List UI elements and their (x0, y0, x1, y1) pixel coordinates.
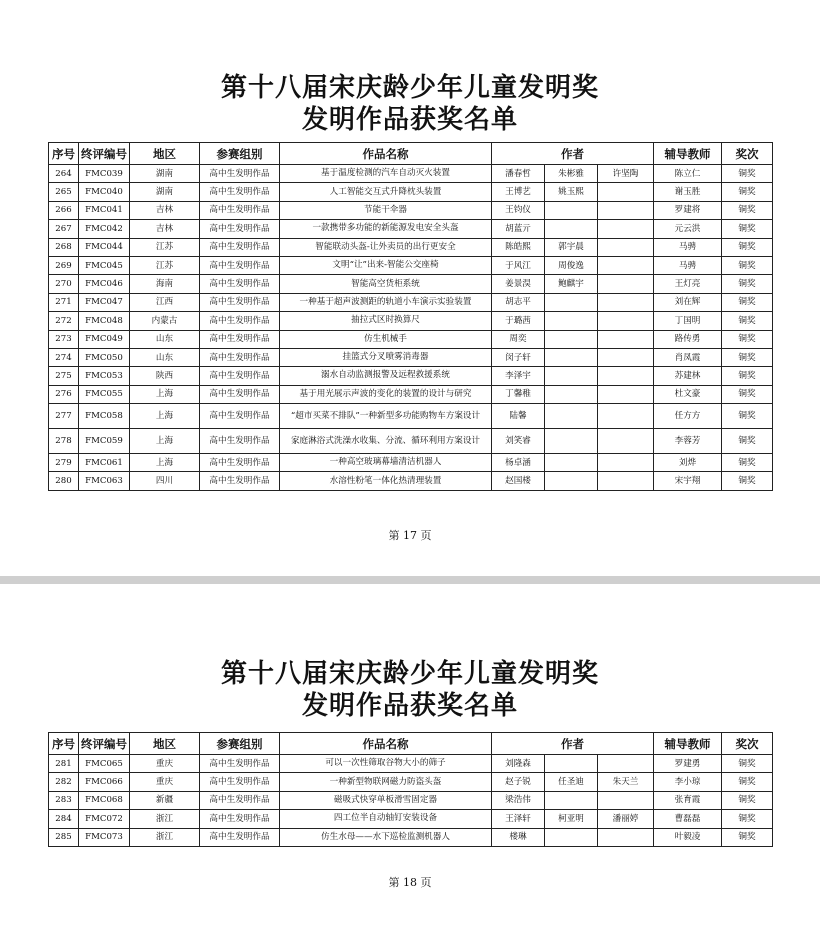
table-row (49, 220, 773, 238)
cell-group: 高中生发明作品 (200, 220, 280, 238)
cell-no: 270 (49, 275, 79, 293)
table-row (49, 348, 773, 366)
cell-author-2 (545, 220, 598, 238)
cell-no: 271 (49, 293, 79, 311)
cell-author-2 (545, 472, 598, 490)
table-row (49, 773, 773, 791)
cell-author-2: 柯亚明 (545, 810, 598, 828)
cell-region: 上海 (130, 385, 200, 403)
cell-region: 山东 (130, 330, 200, 348)
cell-author-1: 赵子锐 (492, 773, 545, 791)
cell-group: 高中生发明作品 (200, 755, 280, 773)
cell-code: FMC068 (79, 791, 130, 809)
cell-no: 282 (49, 773, 79, 791)
cell-teacher: 杜文豪 (654, 385, 722, 403)
cell-work-name: 仿生水母——水下巡检监测机器人 (280, 828, 492, 846)
cell-region: 重庆 (130, 755, 200, 773)
page-separator (0, 576, 820, 584)
cell-work-name: 一款携带多功能的新能源发电安全头盔 (280, 220, 492, 238)
table-row (49, 828, 773, 846)
cell-author-2 (545, 429, 598, 454)
cell-no: 272 (49, 312, 79, 330)
table-row (49, 404, 773, 429)
cell-no: 275 (49, 367, 79, 385)
cell-no: 264 (49, 165, 79, 183)
cell-award: 铜奖 (722, 429, 773, 454)
cell-group: 高中生发明作品 (200, 330, 280, 348)
cell-teacher: 马骋 (654, 238, 722, 256)
cell-author-3 (598, 472, 654, 490)
cell-author-1: 王泽轩 (492, 810, 545, 828)
cell-teacher: 刘烨 (654, 454, 722, 472)
cell-author-1: 于风江 (492, 256, 545, 274)
cell-group: 高中生发明作品 (200, 256, 280, 274)
cell-code: FMC066 (79, 773, 130, 791)
cell-teacher: 罗建将 (654, 201, 722, 219)
cell-group: 高中生发明作品 (200, 348, 280, 366)
award-table (48, 142, 773, 491)
cell-author-1: 陈皓熙 (492, 238, 545, 256)
cell-award: 铜奖 (722, 275, 773, 293)
cell-award: 铜奖 (722, 385, 773, 403)
cell-work-name: “超市买菜不排队”一种新型多功能购物车方案设计 (280, 404, 492, 429)
cell-teacher: 罗建勇 (654, 755, 722, 773)
cell-award: 铜奖 (722, 828, 773, 846)
cell-award: 铜奖 (722, 773, 773, 791)
cell-author-2: 鲍麒宇 (545, 275, 598, 293)
cell-code: FMC049 (79, 330, 130, 348)
cell-no: 281 (49, 755, 79, 773)
cell-award: 铜奖 (722, 165, 773, 183)
cell-award: 铜奖 (722, 404, 773, 429)
cell-author-1: 刘笑睿 (492, 429, 545, 454)
cell-award: 铜奖 (722, 256, 773, 274)
cell-teacher: 叶毅凌 (654, 828, 722, 846)
cell-region: 山东 (130, 348, 200, 366)
cell-group: 高中生发明作品 (200, 472, 280, 490)
table-row (49, 385, 773, 403)
cell-code: FMC040 (79, 183, 130, 201)
header-no: 序号 (49, 733, 79, 755)
cell-author-1: 胡志平 (492, 293, 545, 311)
cell-work-name: 抽拉式区时换算尺 (280, 312, 492, 330)
cell-group: 高中生发明作品 (200, 791, 280, 809)
cell-region: 内蒙古 (130, 312, 200, 330)
cell-region: 四川 (130, 472, 200, 490)
cell-region: 湖南 (130, 165, 200, 183)
cell-author-1: 姜景淏 (492, 275, 545, 293)
cell-code: FMC053 (79, 367, 130, 385)
cell-author-3: 潘丽婷 (598, 810, 654, 828)
page-number: 第 17 页 (388, 529, 432, 542)
cell-work-name: 一种新型物联网磁力防盗头盔 (280, 773, 492, 791)
cell-work-name: 节能干伞器 (280, 201, 492, 219)
header-code: 终评编号 (79, 143, 130, 165)
header-group: 参赛组别 (200, 733, 280, 755)
cell-group: 高中生发明作品 (200, 201, 280, 219)
cell-group: 高中生发明作品 (200, 454, 280, 472)
cell-no: 273 (49, 330, 79, 348)
table-row (49, 755, 773, 773)
cell-teacher: 任方方 (654, 404, 722, 429)
cell-work-name: 智能高空货柜系统 (280, 275, 492, 293)
cell-author-3 (598, 293, 654, 311)
cell-author-3 (598, 183, 654, 201)
cell-work-name: 一种高空玻璃幕墙清洁机器人 (280, 454, 492, 472)
cell-author-1: 刘隆森 (492, 755, 545, 773)
cell-author-3 (598, 348, 654, 366)
table-row (49, 293, 773, 311)
cell-author-2: 姚玉熙 (545, 183, 598, 201)
cell-no: 276 (49, 385, 79, 403)
cell-author-3 (598, 828, 654, 846)
cell-no: 285 (49, 828, 79, 846)
cell-author-2 (545, 404, 598, 429)
header-group: 参赛组别 (200, 143, 280, 165)
cell-author-2: 朱彬雅 (545, 165, 598, 183)
cell-award: 铜奖 (722, 293, 773, 311)
table-row (49, 472, 773, 490)
cell-author-3 (598, 312, 654, 330)
cell-region: 陕西 (130, 367, 200, 385)
cell-group: 高中生发明作品 (200, 404, 280, 429)
cell-group: 高中生发明作品 (200, 165, 280, 183)
cell-code: FMC047 (79, 293, 130, 311)
cell-award: 铜奖 (722, 330, 773, 348)
cell-region: 上海 (130, 429, 200, 454)
cell-award: 铜奖 (722, 791, 773, 809)
cell-group: 高中生发明作品 (200, 238, 280, 256)
cell-author-1: 陆馨 (492, 404, 545, 429)
cell-award: 铜奖 (722, 810, 773, 828)
table-row (49, 791, 773, 809)
cell-no: 278 (49, 429, 79, 454)
cell-teacher: 元云洪 (654, 220, 722, 238)
cell-code: FMC073 (79, 828, 130, 846)
header-region: 地区 (130, 143, 200, 165)
cell-teacher: 王灯亮 (654, 275, 722, 293)
header-authors: 作者 (492, 143, 654, 165)
header-code: 终评编号 (79, 733, 130, 755)
cell-author-3 (598, 755, 654, 773)
cell-teacher: 宋宇翔 (654, 472, 722, 490)
cell-region: 吉林 (130, 220, 200, 238)
award-table (48, 732, 773, 847)
header-award: 奖次 (722, 733, 773, 755)
cell-teacher: 陈立仁 (654, 165, 722, 183)
cell-author-1: 胡蓝亓 (492, 220, 545, 238)
cell-code: FMC063 (79, 472, 130, 490)
cell-author-3 (598, 238, 654, 256)
cell-group: 高中生发明作品 (200, 429, 280, 454)
cell-work-name: 一种基于超声波测距的轨道小车演示实验装置 (280, 293, 492, 311)
header-work-name: 作品名称 (280, 143, 492, 165)
cell-region: 新疆 (130, 791, 200, 809)
cell-author-2 (545, 454, 598, 472)
cell-no: 265 (49, 183, 79, 201)
cell-author-2 (545, 367, 598, 385)
cell-award: 铜奖 (722, 454, 773, 472)
cell-author-1: 于璐茜 (492, 312, 545, 330)
cell-work-name: 智能联动头盔-让外卖员的出行更安全 (280, 238, 492, 256)
cell-author-3 (598, 256, 654, 274)
header-award: 奖次 (722, 143, 773, 165)
table-row (49, 429, 773, 454)
cell-author-3: 许坚陶 (598, 165, 654, 183)
cell-author-1: 李泽宇 (492, 367, 545, 385)
cell-author-1: 杨卓涵 (492, 454, 545, 472)
cell-region: 湖南 (130, 183, 200, 201)
cell-author-1: 丁馨稚 (492, 385, 545, 403)
header-teacher: 辅导教师 (654, 143, 722, 165)
cell-author-1: 周奕 (492, 330, 545, 348)
cell-work-name: 仿生机械手 (280, 330, 492, 348)
cell-group: 高中生发明作品 (200, 385, 280, 403)
cell-code: FMC072 (79, 810, 130, 828)
cell-author-2: 郭宇晨 (545, 238, 598, 256)
cell-author-3: 朱天兰 (598, 773, 654, 791)
cell-group: 高中生发明作品 (200, 293, 280, 311)
cell-work-name: 磁吸式快穿单板滑雪固定器 (280, 791, 492, 809)
table-header-row (49, 733, 773, 755)
cell-no: 284 (49, 810, 79, 828)
cell-author-3 (598, 275, 654, 293)
cell-author-2: 周俊逸 (545, 256, 598, 274)
cell-code: FMC041 (79, 201, 130, 219)
cell-work-name: 水溶性粉笔一体化热清理装置 (280, 472, 492, 490)
cell-award: 铜奖 (722, 183, 773, 201)
table-header-row (49, 143, 773, 165)
table-row (49, 256, 773, 274)
cell-teacher: 刘在辉 (654, 293, 722, 311)
header-work-name: 作品名称 (280, 733, 492, 755)
cell-teacher: 张育霞 (654, 791, 722, 809)
cell-author-3 (598, 385, 654, 403)
cell-region: 海南 (130, 275, 200, 293)
cell-region: 江西 (130, 293, 200, 311)
cell-no: 267 (49, 220, 79, 238)
cell-award: 铜奖 (722, 367, 773, 385)
cell-author-1: 王钧仪 (492, 201, 545, 219)
cell-author-3 (598, 330, 654, 348)
cell-author-3 (598, 367, 654, 385)
cell-author-1: 赵国楼 (492, 472, 545, 490)
page-title-line1: 第十八届宋庆龄少年儿童发明奖 (220, 73, 599, 103)
cell-work-name: 溺水自动监测报警及远程救援系统 (280, 367, 492, 385)
cell-teacher: 肖凤霞 (654, 348, 722, 366)
cell-no: 268 (49, 238, 79, 256)
header-teacher: 辅导教师 (654, 733, 722, 755)
cell-code: FMC050 (79, 348, 130, 366)
cell-group: 高中生发明作品 (200, 773, 280, 791)
cell-award: 铜奖 (722, 755, 773, 773)
cell-no: 274 (49, 348, 79, 366)
cell-region: 江苏 (130, 256, 200, 274)
cell-group: 高中生发明作品 (200, 810, 280, 828)
table-row (49, 454, 773, 472)
document-page-18 (0, 584, 820, 929)
page-title-line1: 第十八届宋庆龄少年儿童发明奖 (220, 659, 599, 689)
cell-region: 上海 (130, 454, 200, 472)
cell-award: 铜奖 (722, 312, 773, 330)
cell-author-3 (598, 454, 654, 472)
cell-work-name: 文明“让”出来-智能公交座椅 (280, 256, 492, 274)
cell-author-1: 潘春哲 (492, 165, 545, 183)
cell-author-3 (598, 404, 654, 429)
cell-work-name: 可以一次性筛取谷物大小的筛子 (280, 755, 492, 773)
cell-author-2 (545, 828, 598, 846)
cell-region: 重庆 (130, 773, 200, 791)
cell-author-2 (545, 385, 598, 403)
cell-group: 高中生发明作品 (200, 183, 280, 201)
cell-code: FMC044 (79, 238, 130, 256)
cell-author-2 (545, 348, 598, 366)
page-number: 第 18 页 (388, 876, 432, 889)
table-row (49, 312, 773, 330)
table-row (49, 367, 773, 385)
cell-teacher: 谢玉胜 (654, 183, 722, 201)
cell-work-name: 挂篮式分叉喷雾消毒器 (280, 348, 492, 366)
header-authors: 作者 (492, 733, 654, 755)
cell-code: FMC058 (79, 404, 130, 429)
table-row (49, 165, 773, 183)
cell-group: 高中生发明作品 (200, 275, 280, 293)
cell-code: FMC039 (79, 165, 130, 183)
cell-teacher: 李小琼 (654, 773, 722, 791)
cell-author-1: 王博艺 (492, 183, 545, 201)
cell-no: 283 (49, 791, 79, 809)
cell-code: FMC042 (79, 220, 130, 238)
cell-code: FMC046 (79, 275, 130, 293)
cell-region: 浙江 (130, 828, 200, 846)
cell-author-2: 任圣迪 (545, 773, 598, 791)
table-row (49, 183, 773, 201)
cell-author-2 (545, 791, 598, 809)
cell-group: 高中生发明作品 (200, 828, 280, 846)
cell-no: 277 (49, 404, 79, 429)
cell-no: 279 (49, 454, 79, 472)
cell-work-name: 家庭淋浴式洗澡水收集、分流、循环利用方案设计 (280, 429, 492, 454)
cell-group: 高中生发明作品 (200, 367, 280, 385)
cell-award: 铜奖 (722, 472, 773, 490)
cell-region: 浙江 (130, 810, 200, 828)
cell-teacher: 丁国明 (654, 312, 722, 330)
cell-region: 吉林 (130, 201, 200, 219)
cell-teacher: 曹磊磊 (654, 810, 722, 828)
cell-teacher: 苏建林 (654, 367, 722, 385)
cell-author-3 (598, 429, 654, 454)
cell-code: FMC048 (79, 312, 130, 330)
cell-author-1: 闵子轩 (492, 348, 545, 366)
table-row (49, 330, 773, 348)
cell-region: 上海 (130, 404, 200, 429)
cell-author-2 (545, 293, 598, 311)
cell-code: FMC045 (79, 256, 130, 274)
page-title-line2: 发明作品获奖名单 (301, 691, 518, 721)
cell-code: FMC065 (79, 755, 130, 773)
table-row (49, 238, 773, 256)
cell-author-2 (545, 312, 598, 330)
cell-code: FMC061 (79, 454, 130, 472)
cell-author-2 (545, 330, 598, 348)
header-region: 地区 (130, 733, 200, 755)
cell-work-name: 基于温度检测的汽车自动灭火装置 (280, 165, 492, 183)
cell-author-3 (598, 220, 654, 238)
table-row (49, 810, 773, 828)
cell-code: FMC059 (79, 429, 130, 454)
cell-author-2 (545, 201, 598, 219)
cell-region: 江苏 (130, 238, 200, 256)
cell-teacher: 路传勇 (654, 330, 722, 348)
cell-work-name: 基于用光展示声波的变化的装置的设计与研究 (280, 385, 492, 403)
cell-author-1: 梁浩伟 (492, 791, 545, 809)
cell-no: 269 (49, 256, 79, 274)
cell-work-name: 四工位半自动轴钉安装设备 (280, 810, 492, 828)
header-no: 序号 (49, 143, 79, 165)
cell-group: 高中生发明作品 (200, 312, 280, 330)
cell-author-3 (598, 791, 654, 809)
page-title-line2: 发明作品获奖名单 (301, 105, 518, 135)
cell-author-2 (545, 755, 598, 773)
cell-no: 280 (49, 472, 79, 490)
cell-award: 铜奖 (722, 220, 773, 238)
cell-work-name: 人工智能交互式升降枕头装置 (280, 183, 492, 201)
table-row (49, 275, 773, 293)
cell-code: FMC055 (79, 385, 130, 403)
cell-award: 铜奖 (722, 201, 773, 219)
cell-no: 266 (49, 201, 79, 219)
cell-teacher: 李蓉芳 (654, 429, 722, 454)
cell-teacher: 马骋 (654, 256, 722, 274)
cell-award: 铜奖 (722, 238, 773, 256)
cell-award: 铜奖 (722, 348, 773, 366)
cell-author-1: 楼琳 (492, 828, 545, 846)
cell-author-3 (598, 201, 654, 219)
table-row (49, 201, 773, 219)
